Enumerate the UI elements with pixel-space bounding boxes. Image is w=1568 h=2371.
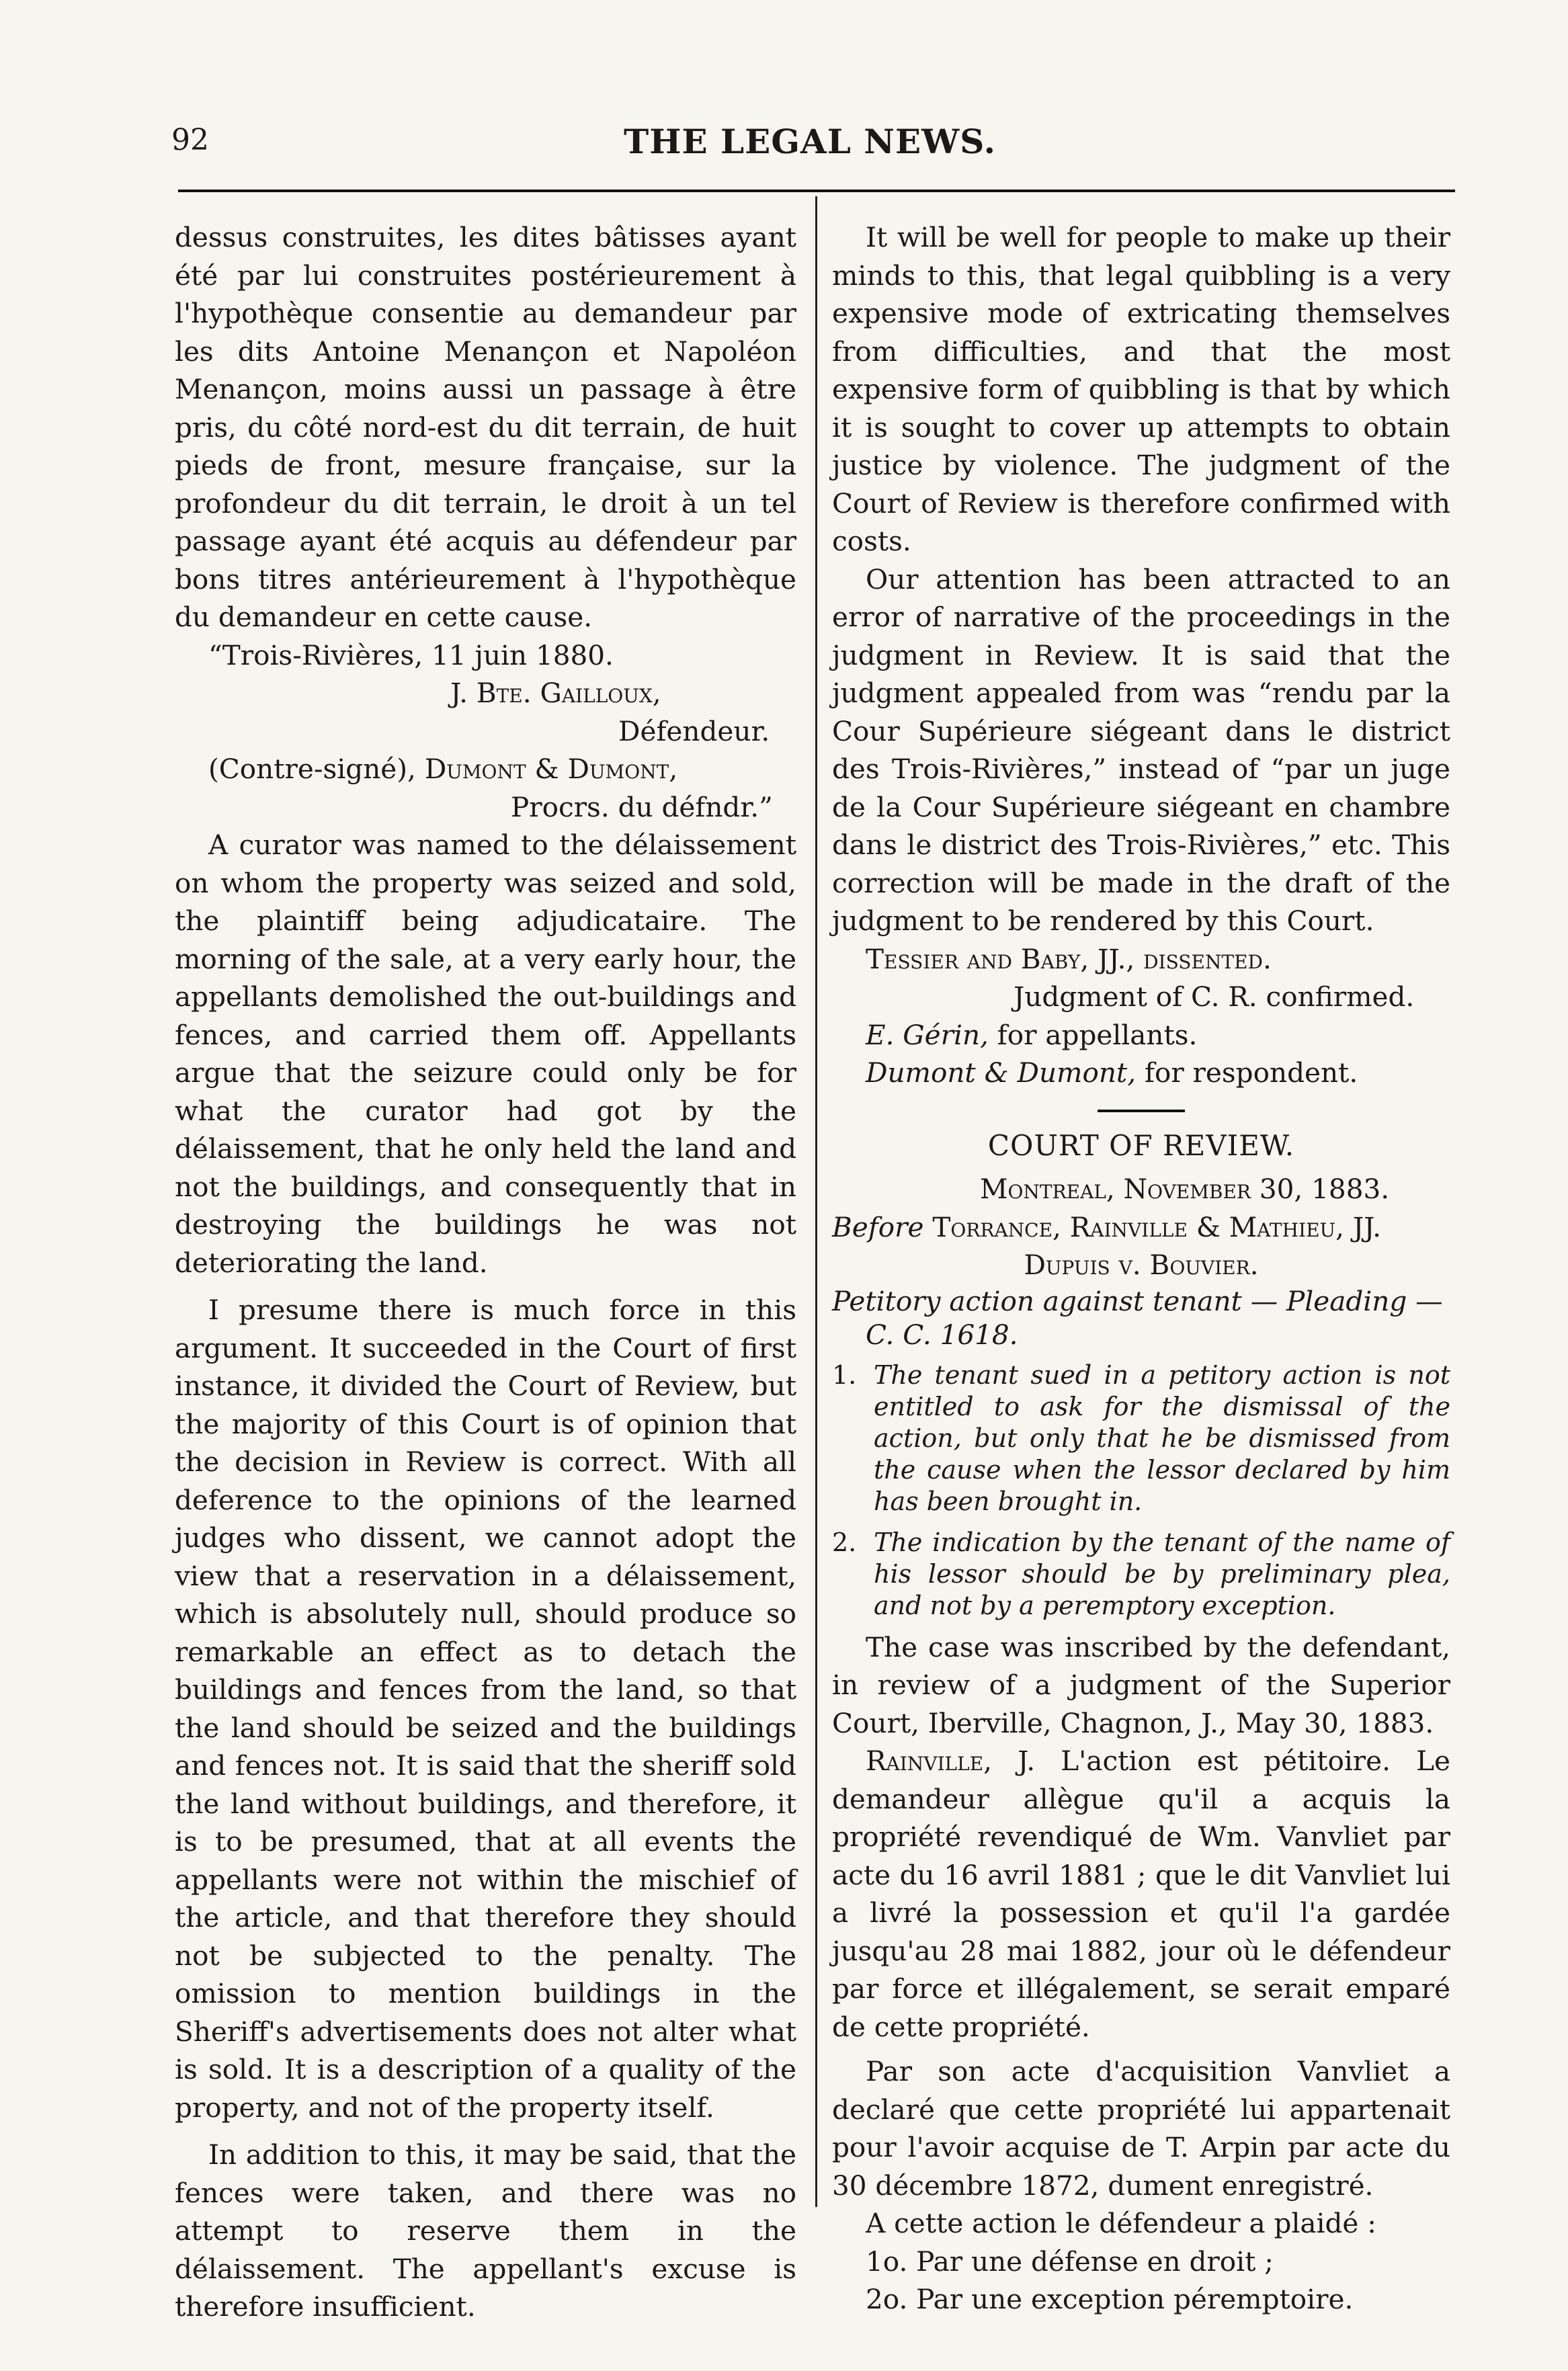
headnote-item (832, 1527, 1450, 1622)
paragraph: Our attention has been attracted to an error of narrative of the proceedings in the judgment in Review. It is said that the judgment appealed from was “rendu par la Cour Supérieure siégeant dans le district des Trois-Rivières,” instead of “par un juge de la Cour Supérieure siégeant en chambre dans le district des Trois-Rivières,” etc. This correction will be made in the draft of the judgment to be rendered by this Court. (832, 563, 1450, 937)
dissent-line: Tessier and Baby, JJ., dissented. (866, 942, 1272, 975)
cosign-prefix: (Contre-signé), (208, 753, 416, 785)
bench-judges: Torrance, Rainville & Mathieu, JJ. (932, 1210, 1382, 1243)
column-divider (815, 196, 817, 2207)
judge-name: Rainville, J. (866, 1745, 1036, 1777)
judgment-confirmed: Judgment of C. R. confirmed. (1014, 981, 1415, 1013)
cosign-role: Procrs. du défndr.” (511, 790, 773, 823)
counsel-respondent (832, 1054, 1450, 1092)
date-line: “Trois-Rivières, 11 juin 1880. (208, 638, 614, 671)
paragraph: A curator was named to the délaissement on whom the property was seized and sold, the plaintiff being adjudicataire. The morning of the sale, at a very early hour, the appellants demolished the out-buildings and fences, and carried them off. Appellants argue that the seizure could only be for what the curator had got by the délaissement, that he only held the land and not the buildings, and consequently that in destroying the buildings he was not deteriorating the land. (175, 829, 796, 1279)
counsel-name: Dumont & Dumont, (866, 1056, 1137, 1089)
opinion-text: L'action est pétitoire. Le demandeur allègue qu'il a acquis la propriété revendiqué de Wm. Vanvliet par acte du 16 avril 1881 ; que le dit Vanvliet lui a livré la possession et qu'il l'a gardée jusqu'au 28 mai 1882, jour où le défendeur par force et illégalement, se serait emparé de cette propriété. (832, 1745, 1450, 2043)
list-item: 2o. Par une exception péremptoire. (866, 2283, 1354, 2315)
place-date: Montreal, November 30, 1883. (980, 1173, 1390, 1205)
headnote-text: The indication by the tenant of the name of his lessor should be by preliminary plea, and not by a peremptory exception. (874, 1527, 1450, 1620)
bench-line (832, 1208, 1450, 1247)
journal-title: THE LEGAL NEWS. (624, 122, 996, 161)
counsel-appellants (832, 1016, 1450, 1054)
case-name: Dupuis v. Bouvier. (1024, 1249, 1259, 1281)
header-rule (178, 190, 1455, 192)
case-subject: Petitory action against tenant — Pleading — C. C. 1618. (832, 1284, 1443, 1351)
court-title: COURT OF REVIEW. (987, 1128, 1295, 1162)
paragraph: dessus construites, les dites bâtisses ayant été par lui construites postérieurement à l'hypothèque consentie au demandeur par les dits Antoine Menançon et Napoléon Menançon, moins aussi un passage à être pris, du côté nord-est du dit terrain, de huit pieds de front, mesure française, sur la profondeur du dit terrain, le droit à un tel passage ayant été acquis au défendeur par bons titres antérieurement à l'hypothèque du demandeur en cette cause. (175, 221, 796, 633)
counsel-name: E. Gérin, (866, 1018, 989, 1051)
paragraph: I presume there is much force in this argument. It succeeded in the Court of first instance, it divided the Court of Review, but the majority of this Court is of opinion that the decision in Review is correct. With all deference to the opinions of the learned judges who dissent, we cannot adopt the view that a reservation in a délaissement, which is absolutely null, should produce so remarkable an effect as to detach the buildings and fences from the land, so that the land should be seized and the buildings and fences not. It is said that the sheriff sold the land without buildings, and therefore, it is to be presumed, that at all events the appellants were not within the mischief of the article, and that therefore they should not be subjected to the penalty. The omission to mention buildings in the Sheriff's advertisements does not alter what is sold. It is a description of a quality of the property, and not of the property itself. (175, 1294, 796, 2124)
page-number: 92 (171, 123, 209, 157)
paragraph: A cette action le défendeur a plaidé : (866, 2207, 1376, 2239)
list-item: 1o. Par une défense en droit ; (866, 2245, 1274, 2278)
paragraph: The case was inscribed by the defendant, in review of a judgment of the Superior Court, Iberville, Chagnon, J., May 30, 1883. (832, 1630, 1450, 1739)
counsel-role: for appellants. (997, 1018, 1198, 1051)
paragraph (832, 1742, 1450, 2046)
signature-name: J. Bte. Gailloux, (450, 677, 661, 709)
headnote-item (832, 1360, 1450, 1517)
cosign-line (175, 750, 796, 788)
right-column (832, 218, 1450, 2319)
paragraph: It will be well for people to make up their minds to this, that legal quibbling is a very expensive mode of extricating themselves from difficulties, and that the most expensive form of quibbling is that by which it is sought to cover up attempts to obtain justice by violence. The judgment of the Court of Review is therefore confirmed with costs. (832, 221, 1450, 557)
counsel-role: for respondent. (1144, 1056, 1358, 1089)
cosign-names: Dumont & Dumont, (424, 753, 678, 785)
before-word: Before (832, 1210, 924, 1243)
headnote-number: 1. (832, 1360, 857, 1390)
paragraph: Par son acte d'acquisition Vanvliet a declaré que cette propriété lui appartenait pour l'avoir acquise de T. Arpin par acte du 30 décembre 1872, dument enregistré. (832, 2055, 1450, 2202)
page-header (171, 118, 1448, 171)
section-rule (1098, 1110, 1185, 1112)
headnote-text: The tenant sued in a petitory action is not entitled to ask for the dismissal of the action, but only that he be dismissed from the cause when the lessor declared by him has been brought in. (874, 1360, 1450, 1516)
paragraph: In addition to this, it may be said, that the fences were taken, and there was no attempt to reserve them in the délaissement. The appellant's excuse is therefore insufficient. (175, 2138, 796, 2323)
left-column (175, 218, 796, 2326)
signature-role: Défendeur. (618, 714, 770, 747)
headnote-number: 2. (832, 1527, 857, 1557)
